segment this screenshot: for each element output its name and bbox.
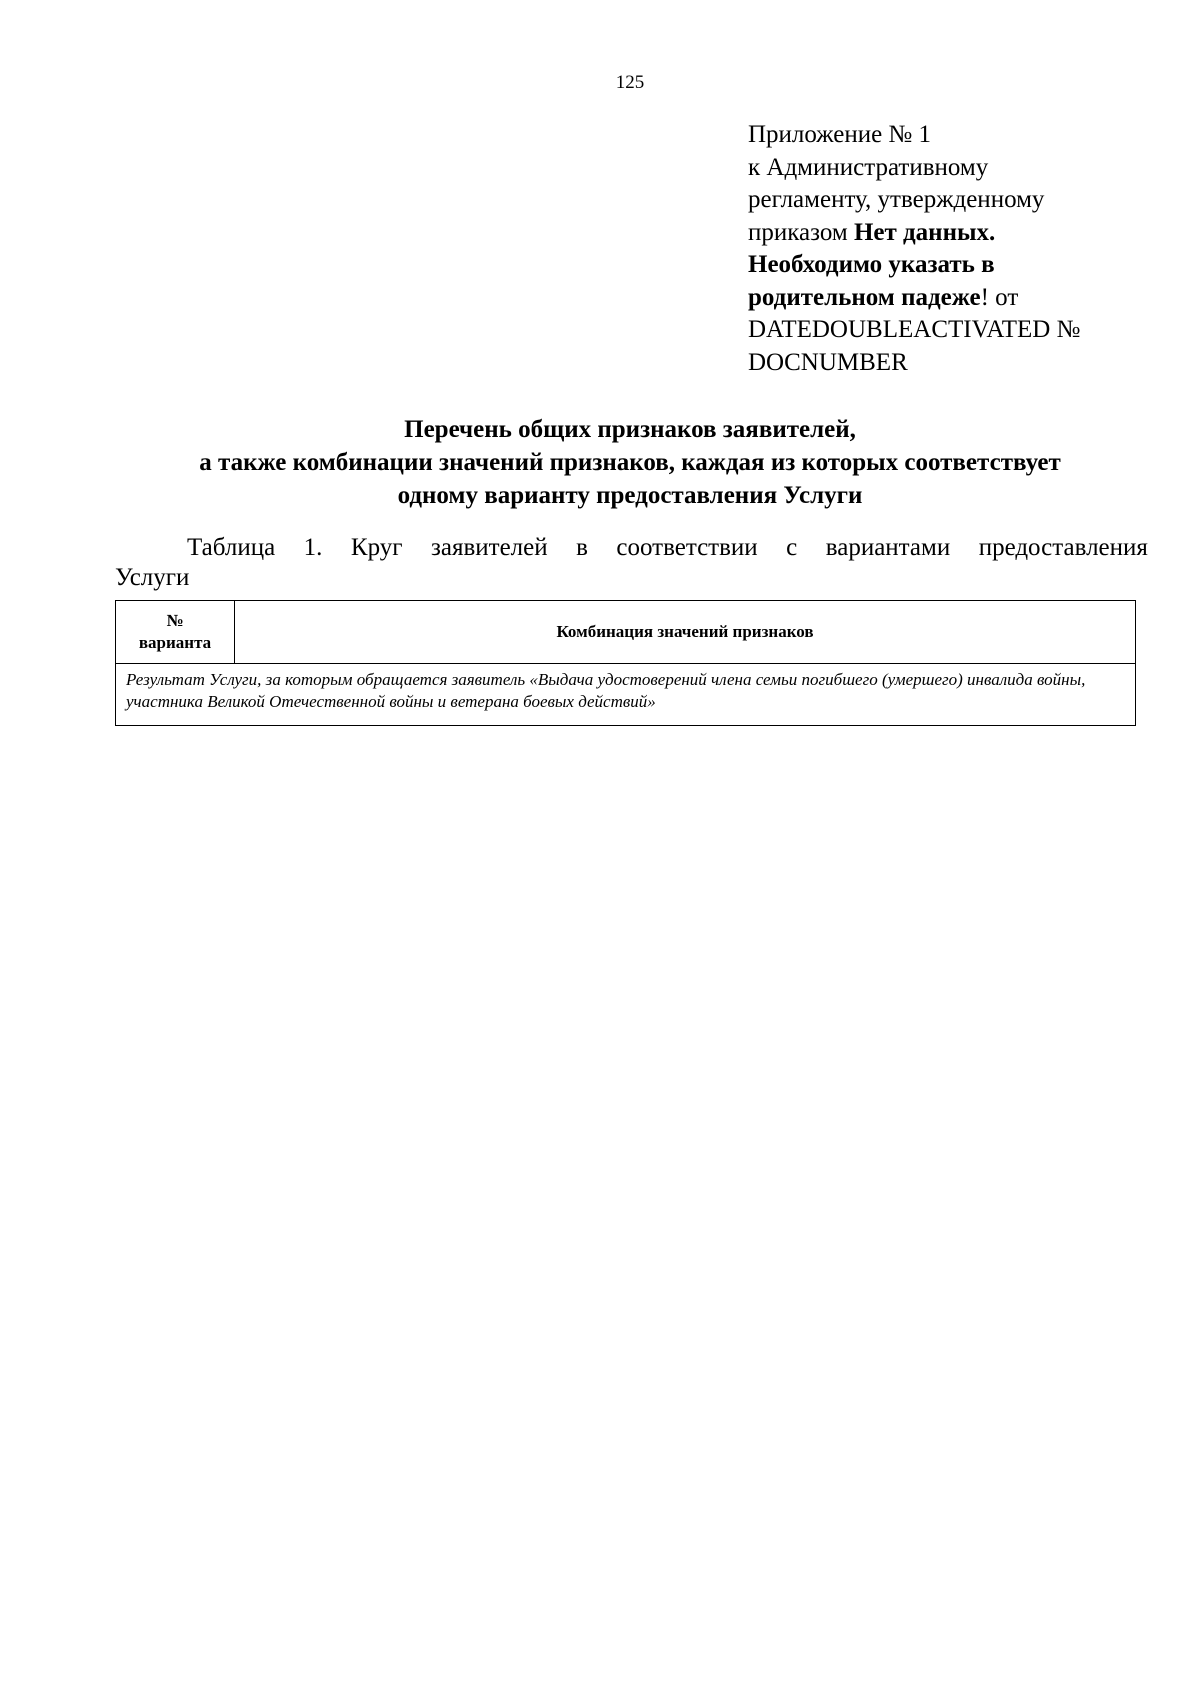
page-number: 125: [615, 72, 645, 93]
table-caption: [115, 533, 1148, 593]
caption-word: вариантами: [825, 534, 951, 561]
header-num-label: варианта: [138, 633, 212, 652]
caption-line: [115, 533, 1148, 563]
document-heading: [110, 413, 1150, 512]
header-variant-number: [116, 601, 235, 664]
caption-word: заявителей: [430, 534, 548, 561]
appendix-bold-text: родительном падеже: [748, 283, 981, 311]
appendix-line: [748, 217, 1168, 250]
header-combination: Комбинация значений признаков: [235, 601, 1136, 664]
appendix-line: [748, 282, 1168, 315]
caption-word: 1.: [303, 534, 323, 561]
caption-line: Услуги: [115, 564, 190, 591]
header-num-symbol: №: [166, 611, 184, 630]
heading-line: Перечень общих признаков заявителей,: [404, 416, 856, 443]
appendix-block: [748, 119, 1168, 379]
caption-word: в: [576, 534, 588, 561]
caption-word: с: [786, 534, 798, 561]
heading-line: одному варианту предоставления Услуги: [397, 482, 863, 509]
appendix-line: Приложение № 1: [748, 121, 932, 148]
appendix-text: ! от: [980, 283, 1019, 311]
result-cell: Результат Услуги, за которым обращается заявитель «Выдача удостоверений члена семьи погибшего (умершего) инвалида войны, участника Великой Отечественной войны и ветерана боевых действий»: [116, 664, 1136, 726]
appendix-line: к Административному: [748, 153, 989, 181]
caption-word: Круг: [350, 534, 403, 561]
appendix-line: DATEDOUBLEACTIVATED №: [748, 316, 1081, 343]
appendix-bold-text: Необходимо указать в: [748, 251, 995, 278]
table-row: [116, 664, 1136, 726]
heading-line: а также комбинации значений признаков, каждая из которых соответствует: [199, 449, 1061, 476]
caption-word: Таблица: [187, 534, 276, 561]
variants-table: [115, 600, 1136, 726]
table-header-row: [116, 601, 1136, 664]
appendix-line: регламенту, утвержденному: [748, 186, 1045, 213]
appendix-line: DOCNUMBER: [748, 348, 908, 376]
appendix-line: [748, 249, 1168, 282]
caption-word: соответствии: [616, 534, 758, 561]
caption-word: предоставления: [978, 534, 1148, 561]
appendix-bold-text: Нет данных.: [853, 218, 996, 246]
appendix-text: приказом: [748, 218, 854, 246]
